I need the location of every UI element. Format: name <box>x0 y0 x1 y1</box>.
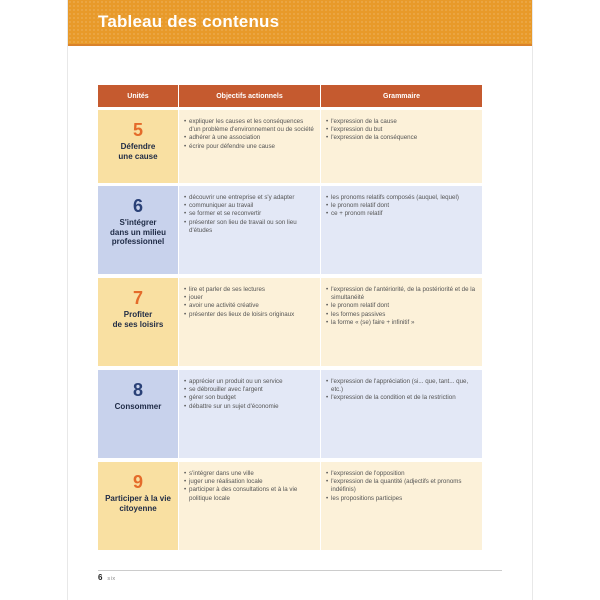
grammaire-cell <box>321 370 482 458</box>
unit-number: 7 <box>132 288 143 308</box>
objectifs-cell <box>179 186 320 274</box>
objectif-item: • communiquer au travail <box>184 202 315 210</box>
grammaire-cell <box>321 462 482 550</box>
unit-number: 8 <box>132 380 143 400</box>
grammaire-list <box>326 118 477 143</box>
unit-number: 6 <box>132 196 143 216</box>
unit-name <box>101 494 175 513</box>
unit-name-line: de ses loisirs <box>112 319 164 329</box>
unit-name <box>101 310 175 329</box>
objectif-item: • participer à des consultations et à la vie politique locale <box>184 486 315 502</box>
grammaire-item: • l'expression de la cause <box>326 118 477 126</box>
page-title: Tableau des contenus <box>98 12 280 31</box>
grammaire-cell <box>321 186 482 274</box>
objectif-item: • découvrir une entreprise et s'y adapter <box>184 194 315 202</box>
table-row <box>98 186 482 274</box>
grammaire-list <box>326 194 477 219</box>
objectif-item: • se débrouiller avec l'argent <box>184 386 315 394</box>
grammaire-item: • la forme « (se) faire + infinitif » <box>326 319 477 327</box>
objectifs-list <box>184 118 315 151</box>
unit-cell <box>98 462 178 550</box>
objectifs-list <box>184 470 315 503</box>
grammaire-cell <box>321 110 482 183</box>
grammaire-item: • le pronom relatif dont <box>326 302 477 310</box>
grammaire-item: • l'expression de la condition et de la restriction <box>326 394 477 402</box>
column-header-objectifs: Objectifs actionnels <box>179 85 320 107</box>
grammaire-item: • l'expression de l'antériorité, de la postériorité et de la simultanéité <box>326 286 477 302</box>
footer <box>98 573 116 582</box>
objectif-item: • jouer <box>184 294 315 302</box>
grammaire-item: • l'expression de l'opposition <box>326 470 477 478</box>
unit-number: 5 <box>132 120 143 140</box>
unit-name-line: Consommer <box>114 402 162 411</box>
objectifs-cell <box>179 462 320 550</box>
objectif-item: • écrire pour défendre une cause <box>184 143 315 151</box>
unit-name-line: citoyenne <box>119 503 157 513</box>
unit-name-line: Participer à la vie <box>105 494 171 503</box>
grammaire-item: • le pronom relatif dont <box>326 202 477 210</box>
banner-rule <box>68 44 532 46</box>
objectif-item: • lire et parler de ses lectures <box>184 286 315 294</box>
grammaire-item: • ce + pronom relatif <box>326 210 477 218</box>
objectif-item: • adhérer à une association <box>184 134 315 142</box>
grammaire-item: • l'expression de la quantité (adjectifs et pronoms indéfinis) <box>326 478 477 494</box>
unit-cell <box>98 110 178 183</box>
title-banner <box>68 0 532 44</box>
table-row <box>98 370 482 458</box>
grammaire-item: • les formes passives <box>326 311 477 319</box>
objectif-item: • gérer son budget <box>184 394 315 402</box>
objectif-item: • se former et se reconvertir <box>184 210 315 218</box>
unit-name-line: Défendre <box>120 142 156 151</box>
objectif-item: • avoir une activité créative <box>184 302 315 310</box>
objectif-item: • expliquer les causes et les conséquences d'un problème d'environnement ou de société <box>184 118 315 134</box>
objectif-item: • juger une réalisation locale <box>184 478 315 486</box>
objectif-item: • présenter son lieu de travail ou son lieu d'études <box>184 219 315 235</box>
unit-name <box>101 402 175 412</box>
grammaire-item: • l'expression de l'appréciation (si... que, tant... que, etc.) <box>326 378 477 394</box>
objectif-item: • présenter des lieux de loisirs originaux <box>184 311 315 319</box>
grammaire-cell <box>321 278 482 366</box>
grammaire-list <box>326 286 477 327</box>
table-row <box>98 278 482 366</box>
column-header-grammaire: Grammaire <box>321 85 482 107</box>
objectifs-list <box>184 378 315 411</box>
footer-rule <box>98 570 502 571</box>
grammaire-list <box>326 378 477 403</box>
grammaire-item: • les pronoms relatifs composés (auquel, lequel) <box>326 194 477 202</box>
table-row <box>98 462 482 550</box>
unit-name <box>101 218 175 247</box>
grammaire-item: • les propositions participes <box>326 495 477 503</box>
unit-cell <box>98 370 178 458</box>
page-number-words: six <box>107 576 116 582</box>
unit-cell <box>98 186 178 274</box>
objectifs-cell <box>179 370 320 458</box>
unit-name-line: Profiter <box>123 310 153 319</box>
grammaire-item: • l'expression du but <box>326 126 477 134</box>
unit-name-line: S'intégrer <box>119 218 157 227</box>
unit-name <box>101 142 175 161</box>
objectifs-cell <box>179 110 320 183</box>
grammaire-list <box>326 470 477 503</box>
column-header-unites: Unités <box>98 85 178 107</box>
objectif-item: • apprécier un produit ou un service <box>184 378 315 386</box>
grammaire-item: • l'expression de la conséquence <box>326 134 477 142</box>
objectif-item: • s'intégrer dans une ville <box>184 470 315 478</box>
unit-name-line: dans un milieu <box>109 227 166 237</box>
page <box>68 0 532 600</box>
unit-name-line: professionnel <box>111 237 165 246</box>
unit-name-line: une cause <box>118 151 158 161</box>
objectifs-list <box>184 286 315 319</box>
objectif-item: • débattre sur un sujet d'économie <box>184 403 315 411</box>
objectifs-cell <box>179 278 320 366</box>
page-number: 6 <box>98 573 103 582</box>
table-row <box>98 110 482 183</box>
objectifs-list <box>184 194 315 235</box>
unit-cell <box>98 278 178 366</box>
unit-number: 9 <box>132 472 143 492</box>
